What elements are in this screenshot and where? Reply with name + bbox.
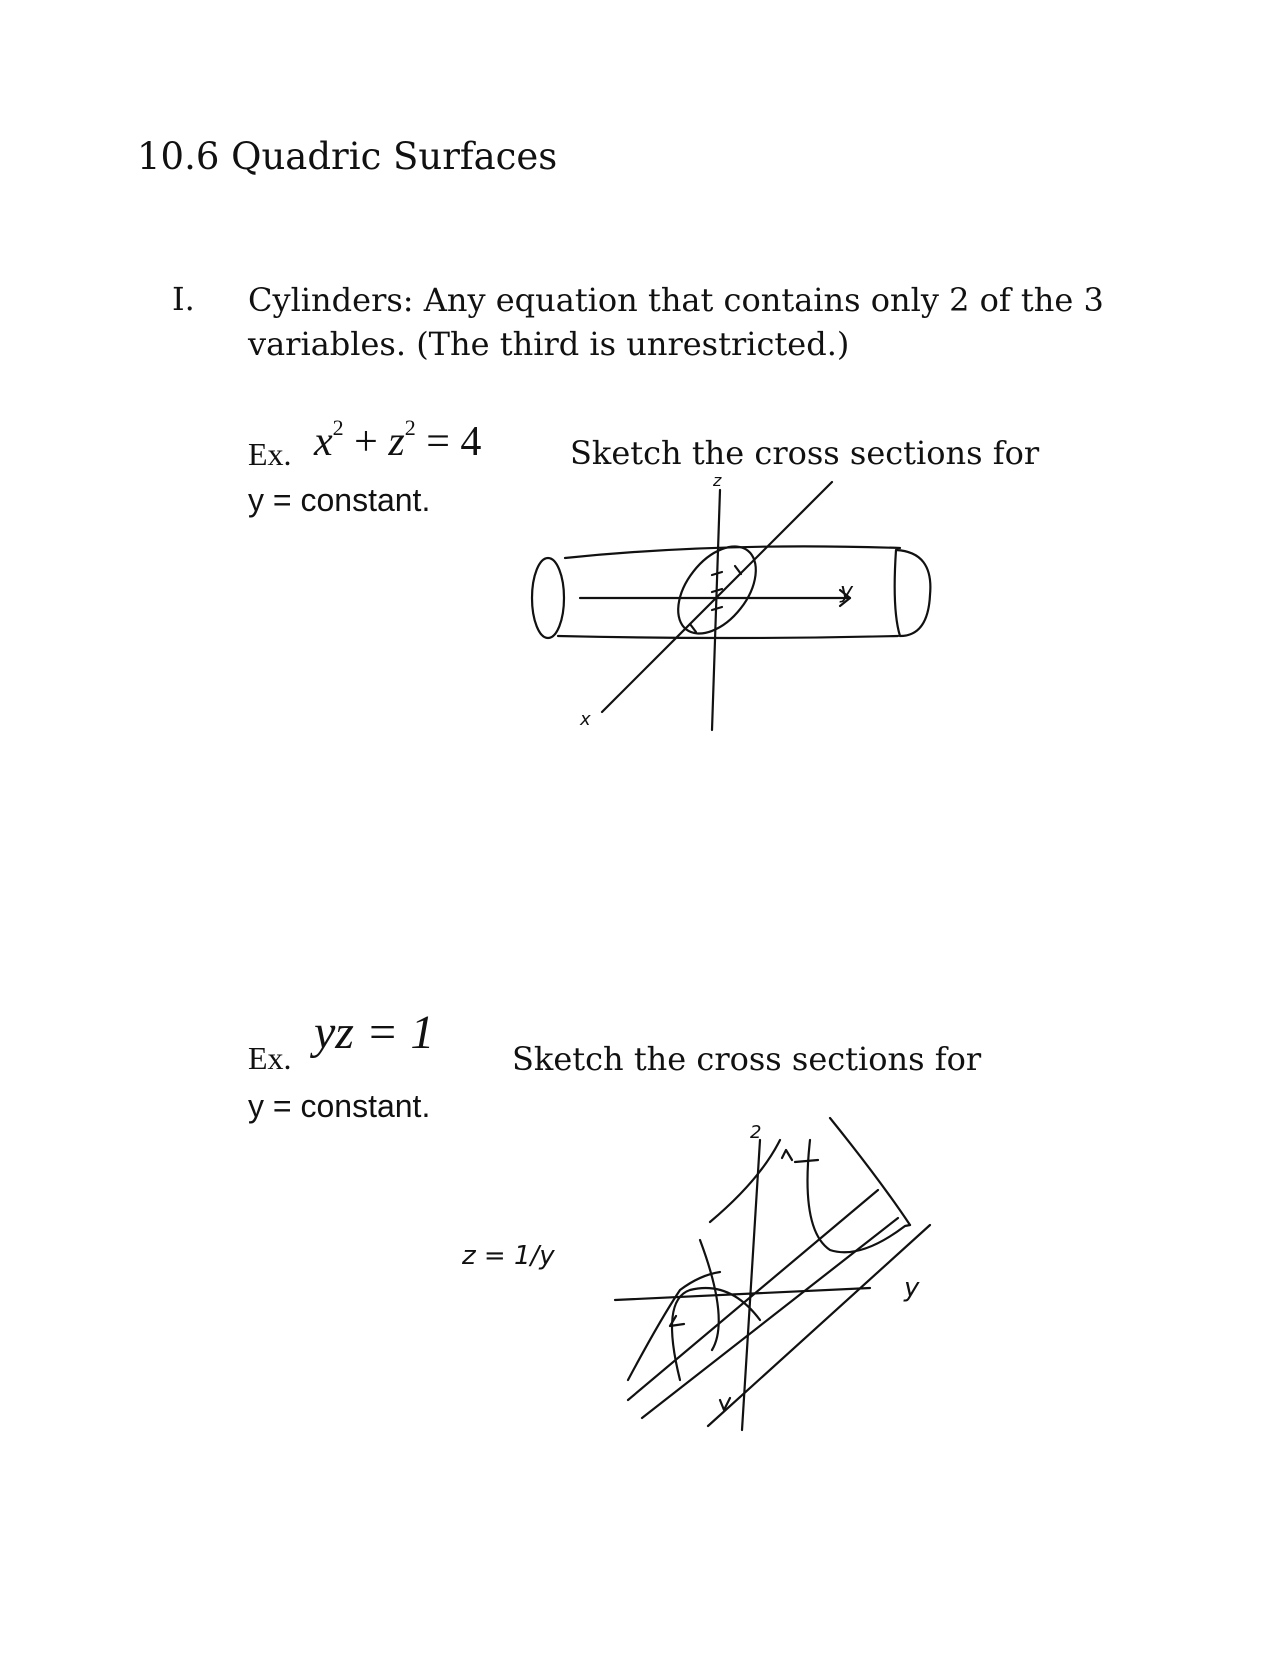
eq1-var-z: z [388,419,405,465]
sketch2-y-axis [615,1288,870,1300]
sketch1-bottom-edge [558,636,898,638]
page-title: 10.6 Quadric Surfaces [137,135,558,178]
eq1-exp-x: 2 [332,415,344,440]
sketch1-top-edge [565,546,900,558]
sketch2-x-line-3 [708,1225,930,1426]
sketch2-lower-arrows [670,1316,730,1410]
sketch2-x-line-1 [628,1190,878,1400]
example2-equation: yz = 1 [314,1006,435,1059]
sketch2-x-line-2 [642,1218,898,1418]
sketch2-hyperbolic-cylinder [461,1118,930,1430]
eq1-rhs: = 4 [426,419,482,465]
example1-label: Ex. [248,436,292,472]
definition-line-1: Cylinders: Any equation that contains only 2 of the 3 [248,281,1104,319]
example1-instruction: Sketch the cross sections for [570,434,1040,472]
sketch1-left-end [532,558,564,638]
sketch1-y-label: y [840,579,854,604]
example2-constant: y = constant. [248,1088,431,1124]
sketch1-right-end [895,550,931,636]
example1-constant: y = constant. [248,482,431,518]
sketch1-cylinder [532,471,930,730]
sketch2-note: z = 1/y [462,1241,555,1271]
sketch1-z-label: z [713,471,722,490]
sketch1-x-label: x [580,709,591,730]
sketch2-upper-trace [830,1118,910,1225]
eq1-plus: + [354,419,378,465]
sketch2-z-label: 2 [750,1122,762,1143]
section-numeral: I. [172,280,195,318]
example2-instruction: Sketch the cross sections for [512,1040,982,1078]
sketch2-upper-arrow [782,1150,818,1162]
eq1-exp-z: 2 [404,415,416,440]
eq1-var-x: x [314,419,333,465]
definition-line-2: variables. (The third is unrestricted.) [248,325,850,363]
sketch2-y-label: y [904,1273,920,1303]
example2-label: Ex. [248,1040,292,1076]
